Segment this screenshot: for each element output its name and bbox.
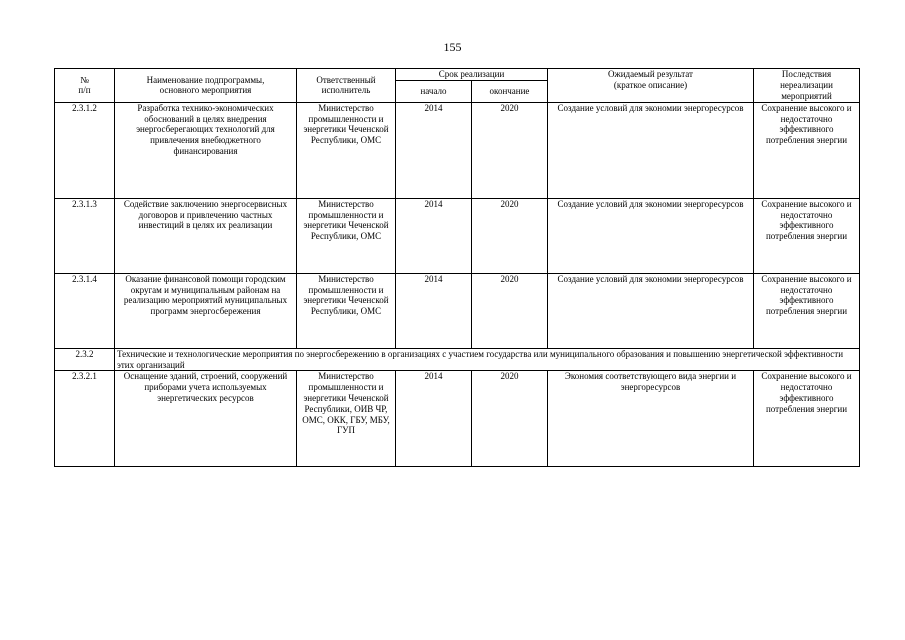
row-end: 2020: [472, 273, 548, 348]
header-num: № п/п: [55, 69, 115, 103]
table-row: [55, 102, 860, 198]
row-consequences: Сохранение высокого и недостаточно эффективного потребления энергии: [754, 273, 860, 348]
header-responsible: Ответственный исполнитель: [297, 69, 396, 103]
row-start: 2014: [396, 102, 472, 198]
section-title: Технические и технологические мероприятия по энергосбережению в организациях с участием государства или муниципального образования и повышению энергетической эффективности этих организаций: [115, 348, 860, 371]
row-consequences: Сохранение высокого и недостаточно эффективного потребления энергии: [754, 102, 860, 198]
row-num: 2.3.1.2: [55, 102, 115, 198]
program-measures-table: [54, 68, 860, 467]
row-name: Содействие заключению энергосервисных договоров и привлечению частных инвестиций в целях их реализации: [115, 198, 297, 273]
header-name: Наименование подпрограммы, основного мероприятия: [115, 69, 297, 103]
row-num: 2.3.1.4: [55, 273, 115, 348]
header-end: окончание: [472, 80, 548, 102]
row-num: 2.3.1.3: [55, 198, 115, 273]
row-name: Оказание финансовой помощи городским округам и муниципальным районам на реализацию мероприятий муниципальных программ энергосбережения: [115, 273, 297, 348]
section-num: 2.3.2: [55, 348, 115, 371]
row-end: 2020: [472, 371, 548, 467]
header-period: Срок реализации: [396, 69, 548, 81]
row-num: 2.3.2.1: [55, 371, 115, 467]
header-start: начало: [396, 80, 472, 102]
row-result: Создание условий для экономии энергоресурсов: [548, 102, 754, 198]
header-result: Ожидаемый результат (краткое описание): [548, 69, 754, 103]
row-name: Разработка технико-экономических обоснований в целях внедрения энергосберегающих технологий для привлечения внебюджетного финансирования: [115, 102, 297, 198]
page-number: 155: [443, 40, 462, 54]
row-responsible: Министерство промышленности и энергетики Чеченской Республики, ОМС: [297, 273, 396, 348]
header-consequences: Последствия нереализации мероприятий: [754, 69, 860, 103]
section-row: [55, 348, 860, 371]
row-consequences: Сохранение высокого и недостаточно эффективного потребления энергии: [754, 198, 860, 273]
row-start: 2014: [396, 198, 472, 273]
row-responsible: Министерство промышленности и энергетики Чеченской Республики, ОМС: [297, 198, 396, 273]
row-end: 2020: [472, 198, 548, 273]
row-result: Создание условий для экономии энергоресурсов: [548, 198, 754, 273]
row-responsible: Министерство промышленности и энергетики Чеченской Республики, ОМС: [297, 102, 396, 198]
row-result: Создание условий для экономии энергоресурсов: [548, 273, 754, 348]
row-name: Оснащение зданий, строений, сооружений приборами учета используемых энергетических ресурсов: [115, 371, 297, 467]
row-consequences: Сохранение высокого и недостаточно эффективного потребления энергии: [754, 371, 860, 467]
header-row: [55, 69, 860, 81]
row-start: 2014: [396, 273, 472, 348]
row-start: 2014: [396, 371, 472, 467]
table-row: [55, 273, 860, 348]
table-row: [55, 198, 860, 273]
table-row: [55, 371, 860, 467]
row-responsible: Министерство промышленности и энергетики Чеченской Республики, ОИВ ЧР, ОМС, ОКК, ГБУ, МБУ, ГУП: [297, 371, 396, 467]
row-result: Экономия соответствующего вида энергии и энергоресурсов: [548, 371, 754, 467]
row-end: 2020: [472, 102, 548, 198]
